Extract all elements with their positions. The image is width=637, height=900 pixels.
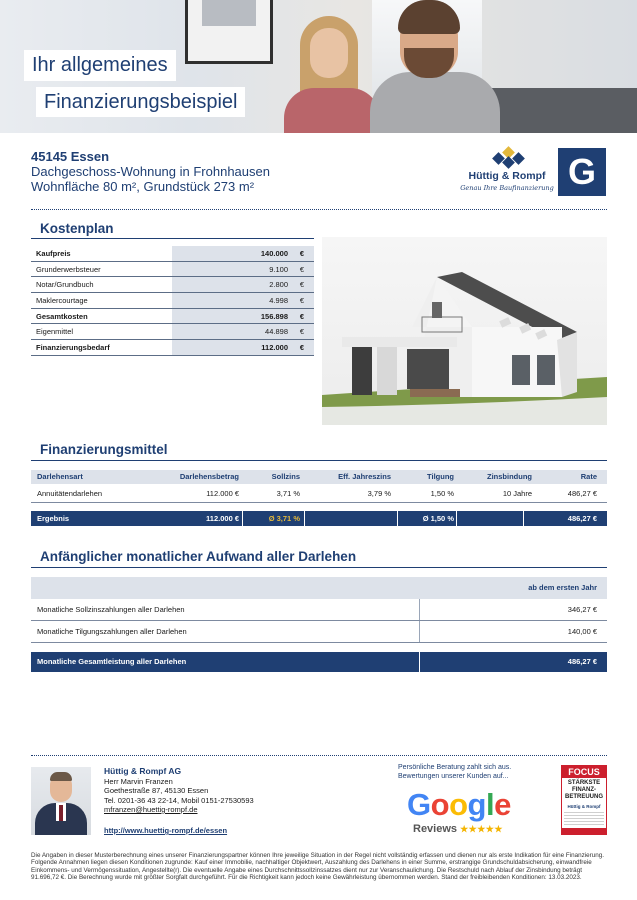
advisor-photo	[31, 767, 91, 835]
kostenplan-value: 2.800 €	[172, 277, 314, 292]
aufwand-row-value: 346,27 €	[567, 605, 597, 614]
table-cell: 3,79 %	[367, 489, 391, 498]
table-header-cell: Tilgung	[427, 472, 454, 481]
table-header-cell: Rate	[580, 472, 597, 481]
dotted-divider	[31, 209, 607, 210]
table-cell: Annuitätendarlehen	[37, 489, 103, 498]
google-letter: l	[485, 787, 495, 822]
kostenplan-label: Eigenmittel	[36, 327, 74, 337]
man-figure	[370, 0, 500, 133]
kostenplan-label: Notar/Grundbuch	[36, 280, 94, 290]
table-row-rule	[31, 502, 607, 503]
g-logo-icon: G	[558, 148, 606, 196]
google-letter: o	[430, 787, 450, 822]
disclaimer-text: Die Angaben in dieser Musterberechnung eines unserer Finanzierungspartner können Ihre jeweilige Situation in der Regel nicht vollständig erfassen und dienen nur als erste Indikation für eine Finanzierung. Folgende Annahmen liegen diesen Konditionen zugrunde: Kauf einer Immobilie, nachhaltiger Objektwert, Auszahlung des Darlehens in einer Summe, erstrangige Grundschuldabsicherung, einwandfreie Einkommens- und Vermögenssituation, Angestellte(r). Die eventuelle Angabe eines Durchschnittssollzinssatzes dient nur zur Veranschaulichung. Die Restschuld nach Ablauf der Zinsbindung beträgt 91.696,72 €. Die Berechnung wurde mit größter Sorgfalt durchgeführt. Für die Richtigkeit kann jedoch keine Gewährleistung übernommen werden. Stand der freibleibenden Konditionen: 13.03.2023.	[31, 852, 605, 882]
sum-cell: 112.000 €	[206, 514, 239, 523]
brand-slogan: Genau Ihre Baufinanzierung	[460, 184, 554, 192]
sum-cell: Ø 3,71 %	[268, 514, 300, 523]
huettig-rompf-logo	[459, 148, 555, 198]
aufwand-row-value: 140,00 €	[567, 627, 597, 636]
focus-badge-title: STÄRKSTE FINANZ-BETREUUNG	[564, 780, 603, 800]
focus-badge-top: FOCUS	[562, 766, 606, 778]
aufwand-row-label: Monatliche Sollzinszahlungen aller Darlehen	[37, 605, 185, 614]
stars-icon: ★★★★★	[460, 824, 503, 834]
table-cell: 112.000 €	[206, 489, 239, 498]
contact-company: Hüttig & Rompf AG	[104, 766, 182, 776]
house-illustration	[322, 237, 607, 425]
kostenplan-value: 140.000 €	[172, 246, 314, 261]
wall-picture	[185, 0, 273, 64]
aufwand-row-label: Monatliche Tilgungszahlungen aller Darlehen	[37, 627, 187, 636]
table-header-cell: Sollzins	[271, 472, 300, 481]
aufwand-title: Anfänglicher monatlicher Aufwand aller Darlehen	[40, 549, 357, 564]
google-reviews	[413, 823, 503, 836]
kostenplan-table	[31, 246, 314, 356]
sum-cell: Ø 1,50 %	[422, 514, 454, 523]
aufwand-header-label: ab dem ersten Jahr	[528, 583, 597, 592]
kostenplan-row	[31, 324, 314, 340]
kostenplan-row	[31, 262, 314, 278]
property-city: 45145 Essen	[31, 149, 110, 164]
finanzierungsmittel-rule	[31, 460, 607, 461]
table-header-cell: Eff. Jahreszins	[338, 472, 391, 481]
hero-title-line1: Ihr allgemeines	[24, 50, 176, 81]
property-type: Dachgeschoss-Wohnung in Frohnhausen	[31, 164, 270, 179]
finanzierungsmittel-title: Finanzierungsmittel	[40, 442, 168, 457]
sum-cell: 486,27 €	[567, 514, 597, 523]
aufwand-rule	[31, 567, 607, 568]
contact-website-link[interactable]: http://www.huettig-rompf.de/essen	[104, 826, 228, 835]
kostenplan-row	[31, 246, 314, 262]
kostenplan-label: Maklercourtage	[36, 296, 88, 306]
reviews-label: Reviews	[413, 823, 458, 835]
contact-email-link[interactable]: mfranzen@huettig-rompf.de	[104, 804, 198, 814]
brand-name: Hüttig & Rompf	[468, 170, 546, 182]
kostenplan-label: Grunderwerbsteuer	[36, 264, 101, 274]
kostenplan-value: 44.898 €	[172, 324, 314, 339]
aufwand-sum-label: Monatliche Gesamtleistung aller Darlehen	[37, 657, 187, 666]
kostenplan-title: Kostenplan	[40, 221, 114, 236]
reviews-text: Persönliche Beratung zahlt sich aus. Bewertungen unserer Kunden auf...	[398, 764, 512, 780]
google-letter: o	[449, 787, 468, 822]
contact-phone: Tel. 0201-36 43 22-14, Mobil 0151-27530593	[104, 795, 254, 805]
sum-cell: Ergebnis	[37, 514, 70, 523]
aufwand-sum-row	[31, 652, 607, 672]
google-letter: G	[407, 787, 431, 822]
hero-title-line2: Finanzierungsbeispiel	[36, 87, 245, 117]
focus-badge-brand: Hüttig & Rompf	[567, 804, 601, 809]
aufwand-row-tilgung	[31, 621, 607, 643]
finanzierung-sum-row	[31, 511, 607, 526]
kostenplan-label: Kaufpreis	[36, 249, 71, 258]
table-cell: 1,50 %	[430, 489, 454, 498]
contact-person: Herr Marvin Franzen	[104, 777, 173, 786]
contact-street: Goethestraße 87, 45130 Essen	[104, 786, 209, 796]
aufwand-sum-value: 486,27 €	[567, 657, 597, 666]
property-info	[31, 149, 270, 194]
aufwand-header	[31, 577, 607, 599]
kostenplan-label: Finanzierungsbedarf	[36, 343, 110, 353]
kostenplan-row	[31, 309, 314, 325]
table-header-cell: Zinsbindung	[487, 472, 532, 481]
kostenplan-label: Gesamtkosten	[36, 311, 88, 321]
table-row	[31, 487, 607, 501]
kostenplan-row	[31, 293, 314, 309]
diamond-logo-icon	[489, 148, 529, 168]
google-letter: e	[494, 787, 511, 822]
kostenplan-value: 4.998 €	[172, 293, 314, 308]
google-logo[interactable]	[407, 788, 511, 822]
focus-award-badge	[561, 765, 607, 835]
kostenplan-value: 9.100 €	[172, 262, 314, 277]
table-header-cell: Darlehensart	[37, 472, 83, 481]
table-cell: 3,71 %	[276, 489, 300, 498]
kostenplan-row	[31, 340, 314, 356]
kostenplan-value: 156.898 €	[172, 309, 314, 324]
contact-block	[104, 766, 254, 835]
google-letter: g	[467, 787, 486, 822]
kostenplan-value: 112.000 €	[172, 340, 314, 355]
woman-figure	[284, 16, 380, 133]
table-cell: 10 Jahre	[502, 489, 532, 498]
table-header-cell: Darlehensbetrag	[179, 472, 239, 481]
kostenplan-rule	[31, 238, 314, 239]
finanzierung-table-header	[31, 470, 607, 484]
table-cell: 486,27 €	[567, 489, 597, 498]
dotted-divider	[31, 755, 607, 756]
property-area: Wohnfläche 80 m², Grundstück 273 m²	[31, 179, 255, 194]
kostenplan-row	[31, 277, 314, 293]
aufwand-row-sollzins	[31, 599, 607, 621]
